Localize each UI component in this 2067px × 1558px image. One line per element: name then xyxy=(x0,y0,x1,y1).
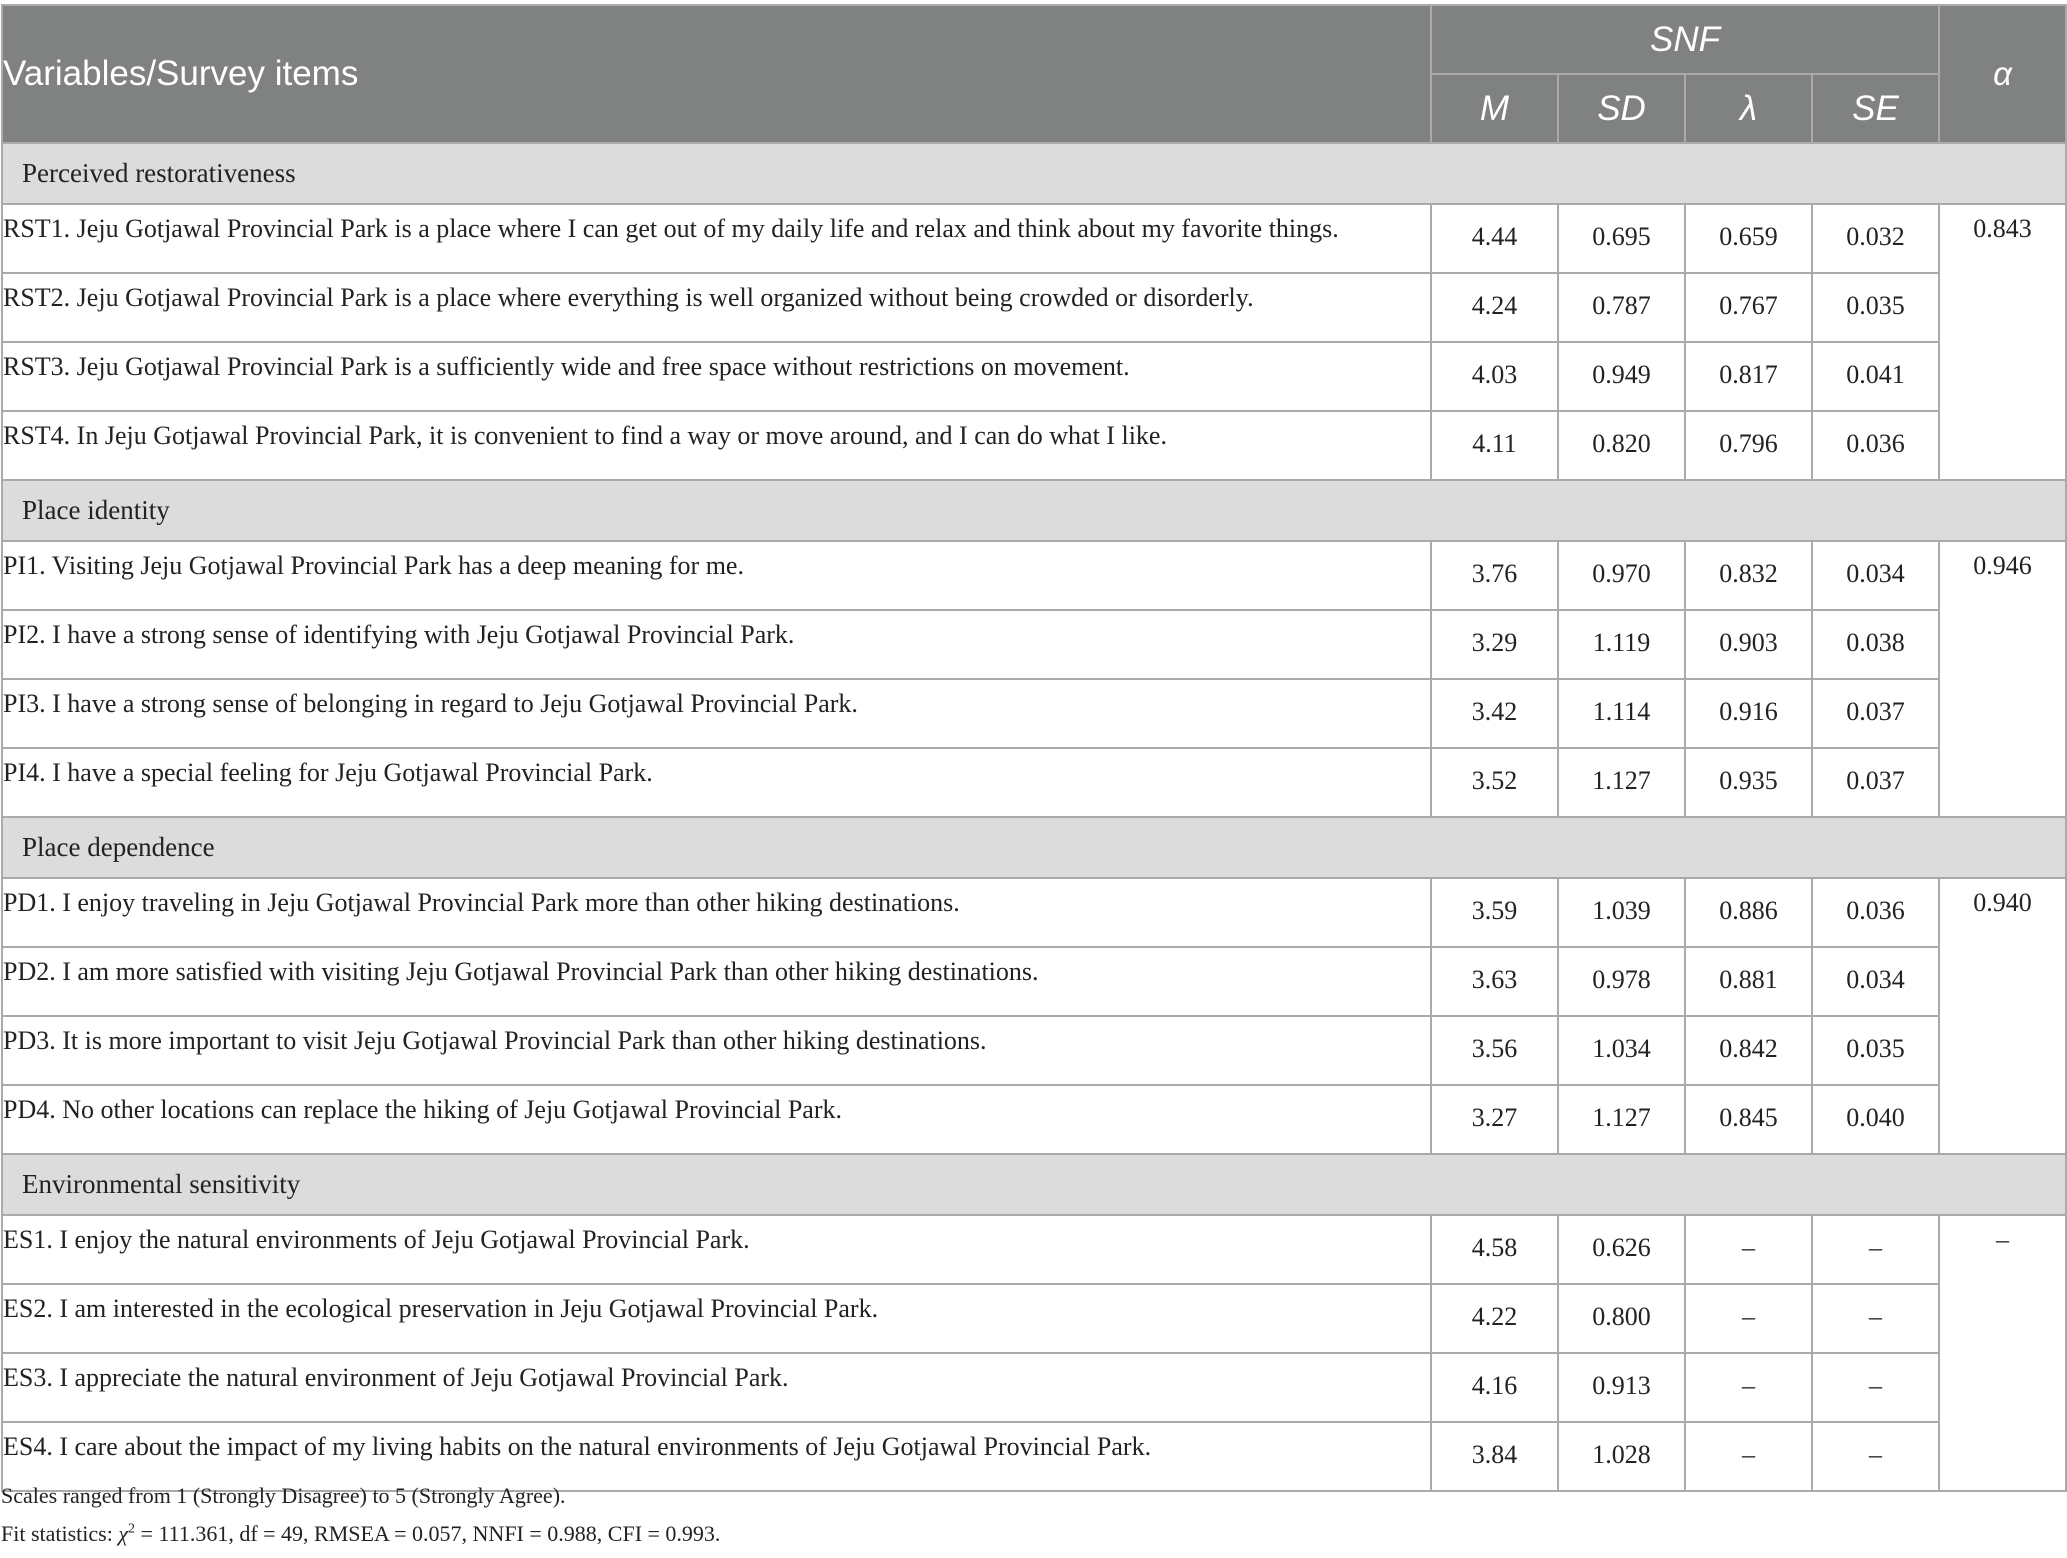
mean-cell: 3.27 xyxy=(1431,1085,1558,1154)
table-row xyxy=(2,204,2066,273)
col-header-m: M xyxy=(1431,74,1558,143)
section-title: Place identity xyxy=(2,480,2066,541)
mean-cell: 3.63 xyxy=(1431,947,1558,1016)
mean-cell: 4.03 xyxy=(1431,342,1558,411)
se-cell: 0.034 xyxy=(1812,947,1939,1016)
table-row xyxy=(2,541,2066,610)
se-cell: 0.040 xyxy=(1812,1085,1939,1154)
col-header-se: SE xyxy=(1812,74,1939,143)
table-row xyxy=(2,748,2066,817)
alpha-header: α xyxy=(1939,5,2066,143)
sd-cell: 0.787 xyxy=(1558,273,1685,342)
sd-cell: 0.970 xyxy=(1558,541,1685,610)
chi-superscript: 2 xyxy=(128,1521,136,1537)
sd-cell: 0.949 xyxy=(1558,342,1685,411)
table-row xyxy=(2,878,2066,947)
lambda-cell: 0.659 xyxy=(1685,204,1812,273)
table-row xyxy=(2,1215,2066,1284)
section-row xyxy=(2,480,2066,541)
lambda-cell: – xyxy=(1685,1353,1812,1422)
se-cell: 0.034 xyxy=(1812,541,1939,610)
section-row xyxy=(2,817,2066,878)
col-header-sd: SD xyxy=(1558,74,1685,143)
survey-item-text: PI3. I have a strong sense of belonging in regard to Jeju Gotjawal Provincial Park. xyxy=(2,679,1431,748)
col-header-lambda: λ xyxy=(1685,74,1812,143)
lambda-cell: 0.817 xyxy=(1685,342,1812,411)
lambda-cell: 0.767 xyxy=(1685,273,1812,342)
lambda-cell: – xyxy=(1685,1215,1812,1284)
mean-cell: 4.24 xyxy=(1431,273,1558,342)
table-row xyxy=(2,1353,2066,1422)
alpha-cell: 0.843 xyxy=(1939,204,2066,480)
mean-cell: 4.58 xyxy=(1431,1215,1558,1284)
lambda-cell: 0.903 xyxy=(1685,610,1812,679)
se-cell: – xyxy=(1812,1353,1939,1422)
table-row xyxy=(2,610,2066,679)
alpha-cell: 0.946 xyxy=(1939,541,2066,817)
sd-cell: 1.028 xyxy=(1558,1422,1685,1491)
sd-cell: 1.114 xyxy=(1558,679,1685,748)
scale-footnote: Scales ranged from 1 (Strongly Disagree) to 5 (Strongly Agree). xyxy=(1,1483,566,1508)
sd-cell: 0.800 xyxy=(1558,1284,1685,1353)
table-row xyxy=(2,273,2066,342)
mean-cell: 3.52 xyxy=(1431,748,1558,817)
survey-item-text: ES3. I appreciate the natural environment of Jeju Gotjawal Provincial Park. xyxy=(2,1353,1431,1422)
results-table xyxy=(1,4,2067,1492)
sd-cell: 1.127 xyxy=(1558,748,1685,817)
snf-group-header: SNF xyxy=(1431,5,1939,74)
survey-item-text: RST1. Jeju Gotjawal Provincial Park is a place where I can get out of my daily life and relax and think about my favorite things. xyxy=(2,204,1431,273)
fit-statistics-footnote xyxy=(1,1521,720,1547)
sd-cell: 1.039 xyxy=(1558,878,1685,947)
mean-cell: 3.56 xyxy=(1431,1016,1558,1085)
sd-cell: 0.695 xyxy=(1558,204,1685,273)
se-cell: 0.035 xyxy=(1812,1016,1939,1085)
mean-cell: 4.11 xyxy=(1431,411,1558,480)
table-row xyxy=(2,679,2066,748)
lambda-cell: 0.832 xyxy=(1685,541,1812,610)
sd-cell: 1.119 xyxy=(1558,610,1685,679)
table-row xyxy=(2,1284,2066,1353)
se-cell: 0.037 xyxy=(1812,748,1939,817)
se-cell: – xyxy=(1812,1422,1939,1491)
se-cell: 0.036 xyxy=(1812,878,1939,947)
sd-cell: 0.820 xyxy=(1558,411,1685,480)
survey-item-text: RST2. Jeju Gotjawal Provincial Park is a place where everything is well organized without being crowded or disorderly. xyxy=(2,273,1431,342)
table-row xyxy=(2,947,2066,1016)
mean-cell: 4.22 xyxy=(1431,1284,1558,1353)
mean-cell: 3.84 xyxy=(1431,1422,1558,1491)
section-row xyxy=(2,143,2066,204)
table-row xyxy=(2,411,2066,480)
survey-item-text: PD3. It is more important to visit Jeju Gotjawal Provincial Park than other hiking destinations. xyxy=(2,1016,1431,1085)
survey-item-text: ES2. I am interested in the ecological preservation in Jeju Gotjawal Provincial Park. xyxy=(2,1284,1431,1353)
sd-cell: 0.913 xyxy=(1558,1353,1685,1422)
se-cell: 0.041 xyxy=(1812,342,1939,411)
survey-item-text: RST3. Jeju Gotjawal Provincial Park is a sufficiently wide and free space without restrictions on movement. xyxy=(2,342,1431,411)
survey-item-text: RST4. In Jeju Gotjawal Provincial Park, it is convenient to find a way or move around, and I can do what I like. xyxy=(2,411,1431,480)
variables-header: Variables/Survey items xyxy=(2,5,1431,143)
se-cell: 0.035 xyxy=(1812,273,1939,342)
sd-cell: 1.034 xyxy=(1558,1016,1685,1085)
mean-cell: 3.76 xyxy=(1431,541,1558,610)
survey-item-text: PI4. I have a special feeling for Jeju Gotjawal Provincial Park. xyxy=(2,748,1431,817)
alpha-cell: – xyxy=(1939,1215,2066,1491)
mean-cell: 4.44 xyxy=(1431,204,1558,273)
sd-cell: 0.626 xyxy=(1558,1215,1685,1284)
mean-cell: 3.59 xyxy=(1431,878,1558,947)
sd-cell: 1.127 xyxy=(1558,1085,1685,1154)
se-cell: 0.032 xyxy=(1812,204,1939,273)
section-title: Place dependence xyxy=(2,817,2066,878)
alpha-cell: 0.940 xyxy=(1939,878,2066,1154)
table-row xyxy=(2,1016,2066,1085)
chi-symbol: χ xyxy=(118,1521,129,1546)
table-row xyxy=(2,1085,2066,1154)
se-cell: 0.038 xyxy=(1812,610,1939,679)
section-title: Perceived restorativeness xyxy=(2,143,2066,204)
se-cell: – xyxy=(1812,1215,1939,1284)
mean-cell: 3.42 xyxy=(1431,679,1558,748)
lambda-cell: 0.845 xyxy=(1685,1085,1812,1154)
se-cell: – xyxy=(1812,1284,1939,1353)
lambda-cell: 0.881 xyxy=(1685,947,1812,1016)
lambda-cell: 0.842 xyxy=(1685,1016,1812,1085)
survey-item-text: ES1. I enjoy the natural environments of Jeju Gotjawal Provincial Park. xyxy=(2,1215,1431,1284)
lambda-cell: 0.886 xyxy=(1685,878,1812,947)
survey-item-text: PI1. Visiting Jeju Gotjawal Provincial Park has a deep meaning for me. xyxy=(2,541,1431,610)
lambda-cell: 0.935 xyxy=(1685,748,1812,817)
table-row xyxy=(2,342,2066,411)
lambda-cell: – xyxy=(1685,1284,1812,1353)
survey-item-text: PD1. I enjoy traveling in Jeju Gotjawal Provincial Park more than other hiking destinations. xyxy=(2,878,1431,947)
survey-item-text: ES4. I care about the impact of my living habits on the natural environments of Jeju Gotjawal Provincial Park. xyxy=(2,1422,1431,1491)
section-row xyxy=(2,1154,2066,1215)
lambda-cell: 0.916 xyxy=(1685,679,1812,748)
fit-values: = 111.361, df = 49, RMSEA = 0.057, NNFI = 0.988, CFI = 0.993. xyxy=(135,1521,721,1546)
lambda-cell: 0.796 xyxy=(1685,411,1812,480)
table-row xyxy=(2,1422,2066,1491)
lambda-cell: – xyxy=(1685,1422,1812,1491)
survey-item-text: PI2. I have a strong sense of identifying with Jeju Gotjawal Provincial Park. xyxy=(2,610,1431,679)
mean-cell: 4.16 xyxy=(1431,1353,1558,1422)
sd-cell: 0.978 xyxy=(1558,947,1685,1016)
se-cell: 0.036 xyxy=(1812,411,1939,480)
survey-item-text: PD2. I am more satisfied with visiting Jeju Gotjawal Provincial Park than other hiking destinations. xyxy=(2,947,1431,1016)
table-header xyxy=(2,5,2066,143)
se-cell: 0.037 xyxy=(1812,679,1939,748)
section-title: Environmental sensitivity xyxy=(2,1154,2066,1215)
survey-item-text: PD4. No other locations can replace the hiking of Jeju Gotjawal Provincial Park. xyxy=(2,1085,1431,1154)
table-body xyxy=(2,143,2066,1491)
mean-cell: 3.29 xyxy=(1431,610,1558,679)
fit-prefix: Fit statistics: xyxy=(1,1521,119,1546)
